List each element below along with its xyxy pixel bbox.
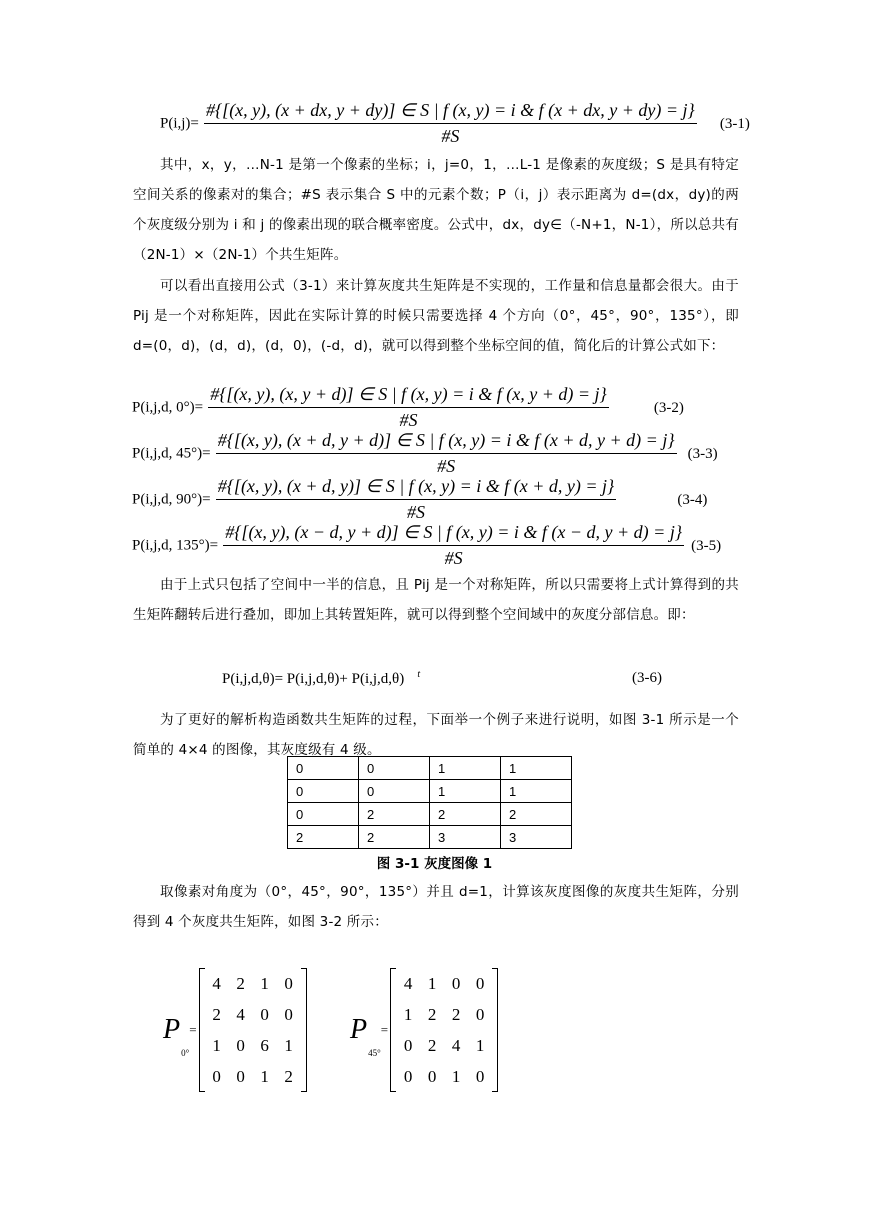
matrix-cell: 0 <box>427 1067 437 1086</box>
paragraph-example: 为了更好的解析构造函数共生矩阵的过程，下面举一个例子来进行说明，如图 3-1 所示是一个简单的 4×4 的图像，其灰度级有 4 级。 <box>133 712 739 758</box>
equation-lhs: P(i,j,d, 90°)= <box>132 491 211 508</box>
table-cell: 2 <box>501 803 572 826</box>
matrix-cell: 0 <box>403 1067 413 1086</box>
matrix-cell: 1 <box>403 1005 413 1024</box>
equation-denominator: #S <box>444 548 463 568</box>
table-cell: 3 <box>501 826 572 849</box>
equation-body: P(i,j,d,θ)= P(i,j,d,θ)+ P(i,j,d,θ) <box>222 671 405 687</box>
equation-lhs: P(i,j)= <box>160 115 199 132</box>
equation-number: (3-2) <box>653 399 684 416</box>
matrix-cell: 1 <box>212 1036 221 1055</box>
matrix-cell: 1 <box>260 1067 269 1086</box>
table-cell: 0 <box>288 803 359 826</box>
matrix-row <box>396 1061 492 1092</box>
matrix-cell: 0 <box>403 1036 413 1055</box>
equation-number: (3-1) <box>719 115 750 132</box>
matrix-cell: 0 <box>236 1067 245 1086</box>
matrix-cell: 0 <box>451 974 461 993</box>
equation-lhs: P(i,j,d, 135°)= <box>132 537 219 554</box>
matrix-subscript: 45° <box>368 1048 381 1058</box>
matrix-cell: 0 <box>475 974 485 993</box>
equation-number: (3-4) <box>677 491 708 508</box>
equation-3-6 <box>222 668 420 688</box>
equation-number: (3-3) <box>687 445 718 462</box>
matrix-label: P <box>350 1014 368 1045</box>
figure-caption: 图 3-1 灰度图像 1 <box>376 856 493 872</box>
matrix-cell: 2 <box>451 1005 461 1024</box>
matrix-cell: 1 <box>475 1036 485 1055</box>
equation-fraction <box>216 430 677 476</box>
table-cell: 2 <box>359 803 430 826</box>
equation-numerator: #{[(x, y), (x + d, y + d)] ∈ S | f (x, y) = i & f (x + d, y + d) = j} <box>216 430 677 454</box>
matrix-p0 <box>163 968 307 1092</box>
equation-numerator: #{[(x, y), (x + d, y)] ∈ S | f (x, y) = i & f (x + d, y) = j} <box>216 476 617 500</box>
table-cell: 3 <box>430 826 501 849</box>
matrix-cell: 1 <box>284 1036 293 1055</box>
table-cell: 1 <box>501 757 572 780</box>
table-row <box>288 803 572 826</box>
table-cell: 1 <box>430 757 501 780</box>
equation-number: (3-6) <box>632 670 662 686</box>
equation-lhs: P(i,j,d, 0°)= <box>132 399 204 416</box>
matrix-row <box>205 999 301 1030</box>
table-row <box>288 757 572 780</box>
matrix-p45 <box>350 968 498 1092</box>
equation-3-4 <box>132 476 707 522</box>
table-row <box>288 826 572 849</box>
matrix-cell: 0 <box>284 1005 293 1024</box>
equation-3-2 <box>132 384 684 430</box>
equation-fraction <box>223 522 684 568</box>
equation-numerator: #{[(x, y), (x, y + d)] ∈ S | f (x, y) = i & f (x, y + d) = j} <box>208 384 609 408</box>
matrix-cell: 0 <box>475 1005 485 1024</box>
table-cell: 2 <box>430 803 501 826</box>
paragraph-angles: 取像素对角度为（0°，45°，90°，135°）并且 d=1，计算该灰度图像的灰度共生矩阵，分别得到 4 个灰度共生矩阵，如图 3-2 所示： <box>133 884 739 930</box>
equation-numerator: #{[(x, y), (x − d, y + d)] ∈ S | f (x, y) = i & f (x − d, y + d) = j} <box>223 522 684 546</box>
matrix-cell: 1 <box>260 974 269 993</box>
matrix-cell: 4 <box>212 974 221 993</box>
equation-denominator: #S <box>399 410 418 430</box>
matrix-bracket <box>199 968 307 1092</box>
matrix-cell: 2 <box>427 1036 437 1055</box>
matrix-cell: 6 <box>260 1036 269 1055</box>
equation-denominator: #S <box>441 126 460 146</box>
matrix-bracket <box>390 968 498 1092</box>
matrix-row <box>205 968 301 999</box>
matrix-row <box>205 1061 301 1092</box>
equation-lhs: P(i,j,d, 45°)= <box>132 445 211 462</box>
matrix-subscript: 0° <box>181 1048 190 1058</box>
matrix-cell: 2 <box>427 1005 437 1024</box>
paragraph-definitions: 其中，x，y，…N-1 是第一个像素的坐标；i，j=0，1，…L-1 是像素的灰度级；S 是具有特定空间关系的像素对的集合；#S 表示集合 S 中的元素个数；P（i，j）表示距离为 d=(dx，dy)的两个灰度级分别为 i 和 j 的像素出现的联合概率密度。公式中，dx，dy∈（-N+1，N-1），所以总共有（2N-1）×（2N-1）个共生矩阵。 <box>133 157 739 263</box>
table-cell: 2 <box>288 826 359 849</box>
matrix-cell: 0 <box>475 1067 485 1086</box>
matrix-cell: 2 <box>284 1067 293 1086</box>
matrix-row <box>396 968 492 999</box>
equation-number: (3-5) <box>691 537 722 554</box>
matrix-cell: 4 <box>403 974 413 993</box>
matrix-cell: 0 <box>236 1036 245 1055</box>
table-cell: 2 <box>359 826 430 849</box>
equation-denominator: #S <box>437 456 456 476</box>
paragraph-symmetry: 由于上式只包括了空间中一半的信息，且 Pij 是一个对称矩阵，所以只需要将上式计算得到的共生矩阵翻转后进行叠加，即加上其转置矩阵，就可以得到整个空间域中的灰度分部信息。即： <box>133 577 739 623</box>
equation-numerator: #{[(x, y), (x + dx, y + dy)] ∈ S | f (x, y) = i & f (x + dx, y + dy) = j} <box>204 100 697 124</box>
table-cell: 0 <box>359 757 430 780</box>
matrix-cell: 2 <box>236 974 245 993</box>
equals-sign: = <box>189 1022 197 1037</box>
equation-fraction <box>204 100 697 146</box>
equation-3-1 <box>160 100 750 146</box>
matrix-cell: 0 <box>284 974 293 993</box>
matrix-cell: 4 <box>451 1036 461 1055</box>
matrix-cell: 1 <box>427 974 437 993</box>
gray-image-table <box>287 756 572 849</box>
equation-3-5 <box>132 522 721 568</box>
equation-3-3 <box>132 430 718 476</box>
matrix-cell: 1 <box>451 1067 461 1086</box>
table-row <box>288 780 572 803</box>
equals-sign: = <box>380 1022 389 1037</box>
paragraph-directions: 可以看出直接用公式（3-1）来计算灰度共生矩阵是不实现的，工作量和信息量都会很大。由于 Pij 是一个对称矩阵，因此在实际计算的时候只需要选择 4 个方向（0°，45°，90°，135°），即 d=(0，d)，(d，d)，(d，0)，(-d，d)，就可以得到整个坐标空间的值，简化后的计算公式如下： <box>133 278 739 354</box>
matrix-cell: 0 <box>260 1005 269 1024</box>
matrix-label: P <box>163 1014 181 1045</box>
table-cell: 1 <box>430 780 501 803</box>
equation-fraction <box>208 384 609 430</box>
matrix-cell: 4 <box>236 1005 245 1024</box>
matrix-row <box>396 1030 492 1061</box>
matrix-cell: 2 <box>212 1005 221 1024</box>
equation-denominator: #S <box>406 502 425 522</box>
matrix-row <box>205 1030 301 1061</box>
equation-fraction <box>216 476 617 522</box>
matrix-cell: 0 <box>212 1067 221 1086</box>
transpose-superscript: t <box>417 668 421 680</box>
table-cell: 0 <box>359 780 430 803</box>
table-cell: 1 <box>501 780 572 803</box>
table-cell: 0 <box>288 757 359 780</box>
table-cell: 0 <box>288 780 359 803</box>
matrix-row <box>396 999 492 1030</box>
